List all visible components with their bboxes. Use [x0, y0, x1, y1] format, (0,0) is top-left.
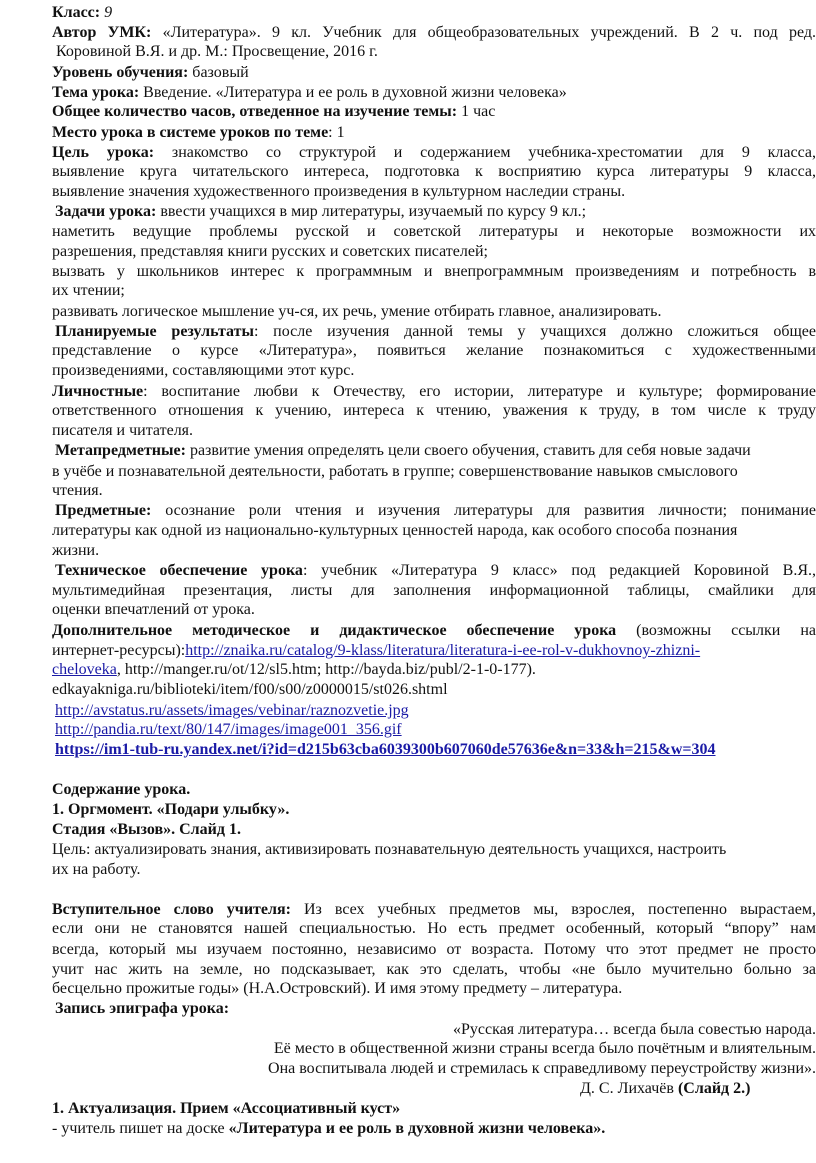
epigraph-line-1: «Русская литература… всегда была совестью народа.: [453, 1021, 816, 1038]
epigraph-label: [55, 998, 229, 1019]
content-heading: [52, 779, 190, 800]
actual-heading: [52, 1098, 400, 1119]
tech-text-1: : учебник «Литература 9 класс» под редакцией Коровиной В.Я.,: [302, 562, 816, 579]
aim-line-2: их на работу.: [52, 861, 141, 878]
epigraph-line-2: Её место в общественной жизни страны всегда было почётным и влиятельным.: [273, 1040, 816, 1057]
extra-label: Дополнительное методическое и дидактическое обеспечение урока: [52, 622, 617, 639]
link-pandia[interactable]: http://pandia.ru/text/80/147/images/image001_356.gif: [55, 721, 402, 738]
meta-line-1: [55, 440, 751, 461]
epigraph-author: Д. С. Лихачёв: [580, 1080, 678, 1097]
intro-line-2: если они не становятся нашей специальностью. Но есть предмет особенный, который “впору” нам: [52, 920, 816, 937]
class-value: 9: [104, 4, 113, 21]
link-avstatus[interactable]: http://avstatus.ru/assets/images/vebinar/raznozvetie.jpg: [55, 702, 409, 719]
intro-line-5: бесцельно прожитые годы» (Н.А.Островский). И имя этому предмету – литература.: [52, 980, 623, 997]
tasks-line-4: вызвать у школьников интерес к программным и внепрограммным произведениям и потребность в: [52, 263, 816, 280]
tasks-text-1: ввести учащихся в мир литературы, изучаемый по курсу 9 кл.;: [160, 203, 587, 220]
stage-line: [52, 819, 241, 840]
extra-text-3: , http://manger.ru/ot/12/sl5.htm; http://bayda.biz/publ/2-1-0-177).: [116, 661, 536, 678]
hours-line: [52, 101, 495, 122]
goal-line-2: выявление круга читательского интереса, подготовка к восприятию курса литературы 9 класса,: [52, 163, 816, 180]
epigraph-slide: (Слайд 2.): [677, 1080, 751, 1097]
umk-value-1: «Литература». 9 кл. Учебник для общеобразовательных учреждений. В 2 ч. под ред.: [162, 24, 816, 41]
results-label: Планируемые результаты: [55, 323, 254, 340]
tech-label: Техническое обеспечение урока: [55, 562, 303, 579]
results-line-3: произведениями, составляющими этот курс.: [52, 362, 355, 379]
tasks-line-1: [55, 201, 586, 222]
extra-text-1: (возможны ссылки на: [636, 622, 816, 639]
subject-label: Предметные:: [55, 502, 152, 519]
topic-label: Тема урока:: [52, 84, 140, 101]
intro-label: Вступительное слово учителя:: [52, 901, 291, 918]
intro-line-4: учит нас жить на земле, но подсказывает, как это сделать, чтобы «не было мучительно больно за: [52, 961, 816, 978]
epigraph-line-3: Она воспитывала людей и стремилась к справедливому переустройству жизни».: [268, 1060, 816, 1077]
tech-line-1: [55, 560, 816, 581]
epigraph-label-text: Запись эпиграфа урока:: [55, 1000, 230, 1017]
step1-line: [52, 799, 289, 820]
link-znaika[interactable]: http://znaika.ru/catalog/9-klass/literatura/literatura-i-ee-rol-v-dukhovnoy-zhizni-: [185, 642, 701, 659]
hours-value: 1 час: [461, 103, 496, 120]
subject-line-2: литературы как одной из национально-культурных ценностей народа, как особого способа познания: [52, 522, 738, 539]
meta-line-3: чтения.: [52, 482, 103, 499]
extra-text-2: интернет-ресурсы):: [52, 642, 186, 659]
place-label: Место урока в системе уроков по теме: [52, 124, 329, 141]
results-text-1: : после изучения данной темы у учащихся должно сложиться общее: [253, 323, 816, 340]
meta-label: Метапредметные:: [55, 442, 186, 459]
personal-text-1: : воспитание любви к Отечеству, его истории, литературе и культуре; формирование: [143, 383, 816, 400]
extra-line-6: [55, 719, 402, 740]
actual-text-pre: - учитель пишет на доске: [52, 1120, 229, 1137]
extra-line-7: [55, 739, 716, 760]
subject-line-3: жизни.: [52, 542, 100, 559]
hours-label: Общее количество часов, отведенное на изучение темы:: [52, 103, 458, 120]
stage-text: Стадия «Вызов». Слайд 1.: [52, 821, 241, 838]
extra-line-4: edkayakniga.ru/biblioteki/item/f00/s00/z0000015/st026.shtml: [52, 681, 448, 698]
extra-line-1: [52, 620, 816, 641]
actual-heading-text: 1. Актуализация. Прием «Ассоциативный куст»: [52, 1100, 401, 1117]
class-line: [52, 2, 112, 23]
tasks-line-3: разрешения, представляя книги русских и советских писателей;: [52, 243, 488, 260]
content-heading-text: Содержание урока.: [52, 781, 191, 798]
topic-value: Введение. «Литература и ее роль в духовной жизни человека»: [143, 84, 567, 101]
meta-text-1: развитие умения определять цели своего обучения, ставить для себя новые задачи: [189, 442, 751, 459]
personal-label: Личностные: [52, 383, 144, 400]
meta-line-2: в учёбе и познавательной деятельности, работать в группе; совершенствование навыков смыслового: [52, 463, 738, 480]
personal-line-3: писателя и читателя.: [52, 422, 194, 439]
tasks-line-6: развивать логическое мышление уч-ся, их речь, умение отбирать главное, анализировать.: [52, 303, 662, 320]
place-line: [52, 122, 345, 143]
personal-line-2: ответственного отношения к учению, интереса к чтению, уважения к труду, в том числе к труду: [52, 402, 816, 419]
tech-line-2: мультимедийная презентация, листы для заполнения информационной таблицы, смайлики для: [52, 582, 816, 599]
tech-line-3: оценки впечатлений от урока.: [52, 601, 255, 618]
results-line-2: представление о курсе «Литература», появиться желание познакомиться с художественными: [52, 342, 816, 359]
actual-text-bold: «Литература и ее роль в духовной жизни человека».: [228, 1120, 606, 1137]
tasks-line-2: наметить ведущие проблемы русской и советской литературы и некоторые возможности их: [52, 223, 816, 240]
subject-line-1: [55, 500, 816, 521]
epigraph-author-line: [580, 1078, 750, 1099]
goal-text-1: знакомство со структурой и содержанием учебника-хрестоматии для 9 класса,: [171, 144, 816, 161]
goal-line-3: выявление значения художественного произведения в культурном наследии страны.: [52, 183, 626, 200]
class-label: Класс:: [52, 4, 101, 21]
actual-line: [52, 1118, 605, 1139]
level-label: Уровень обучения:: [52, 64, 189, 81]
tasks-label: Задачи урока:: [55, 203, 157, 220]
intro-line-3: всегда, который мы изучаем постоянно, независимо от возраста. Потому что этот предмет не просто: [52, 941, 816, 958]
aim-line-1: Цель: актуализировать знания, активизировать познавательную деятельность учащихся, настроить: [52, 841, 727, 858]
place-value: : 1: [328, 124, 345, 141]
umk-line-2: Коровиной В.Я. и др. М.: Просвещение, 2016 г.: [56, 43, 378, 60]
step1-text: 1. Оргмомент. «Подари улыбку».: [52, 801, 290, 818]
link-yandex[interactable]: https://im1-tub-ru.yandex.net/i?id=d215b63cba6039300b607060de57636e&n=33&h=215&w=304: [55, 741, 716, 758]
intro-text-1: Из всех учебных предметов мы, взрослея, постепенно вырастаем,: [304, 901, 816, 918]
subject-text-1: осознание роли чтения и изучения литературы для развития личности; понимание: [165, 502, 816, 519]
tasks-line-5: их чтении;: [52, 282, 125, 299]
extra-line-3: [52, 659, 536, 680]
level-value: базовый: [192, 64, 249, 81]
level-line: [52, 62, 249, 83]
goal-label: Цель урока:: [52, 144, 155, 161]
umk-label: Автор УМК:: [52, 24, 152, 41]
link-znaika-cont[interactable]: cheloveka: [52, 661, 117, 678]
